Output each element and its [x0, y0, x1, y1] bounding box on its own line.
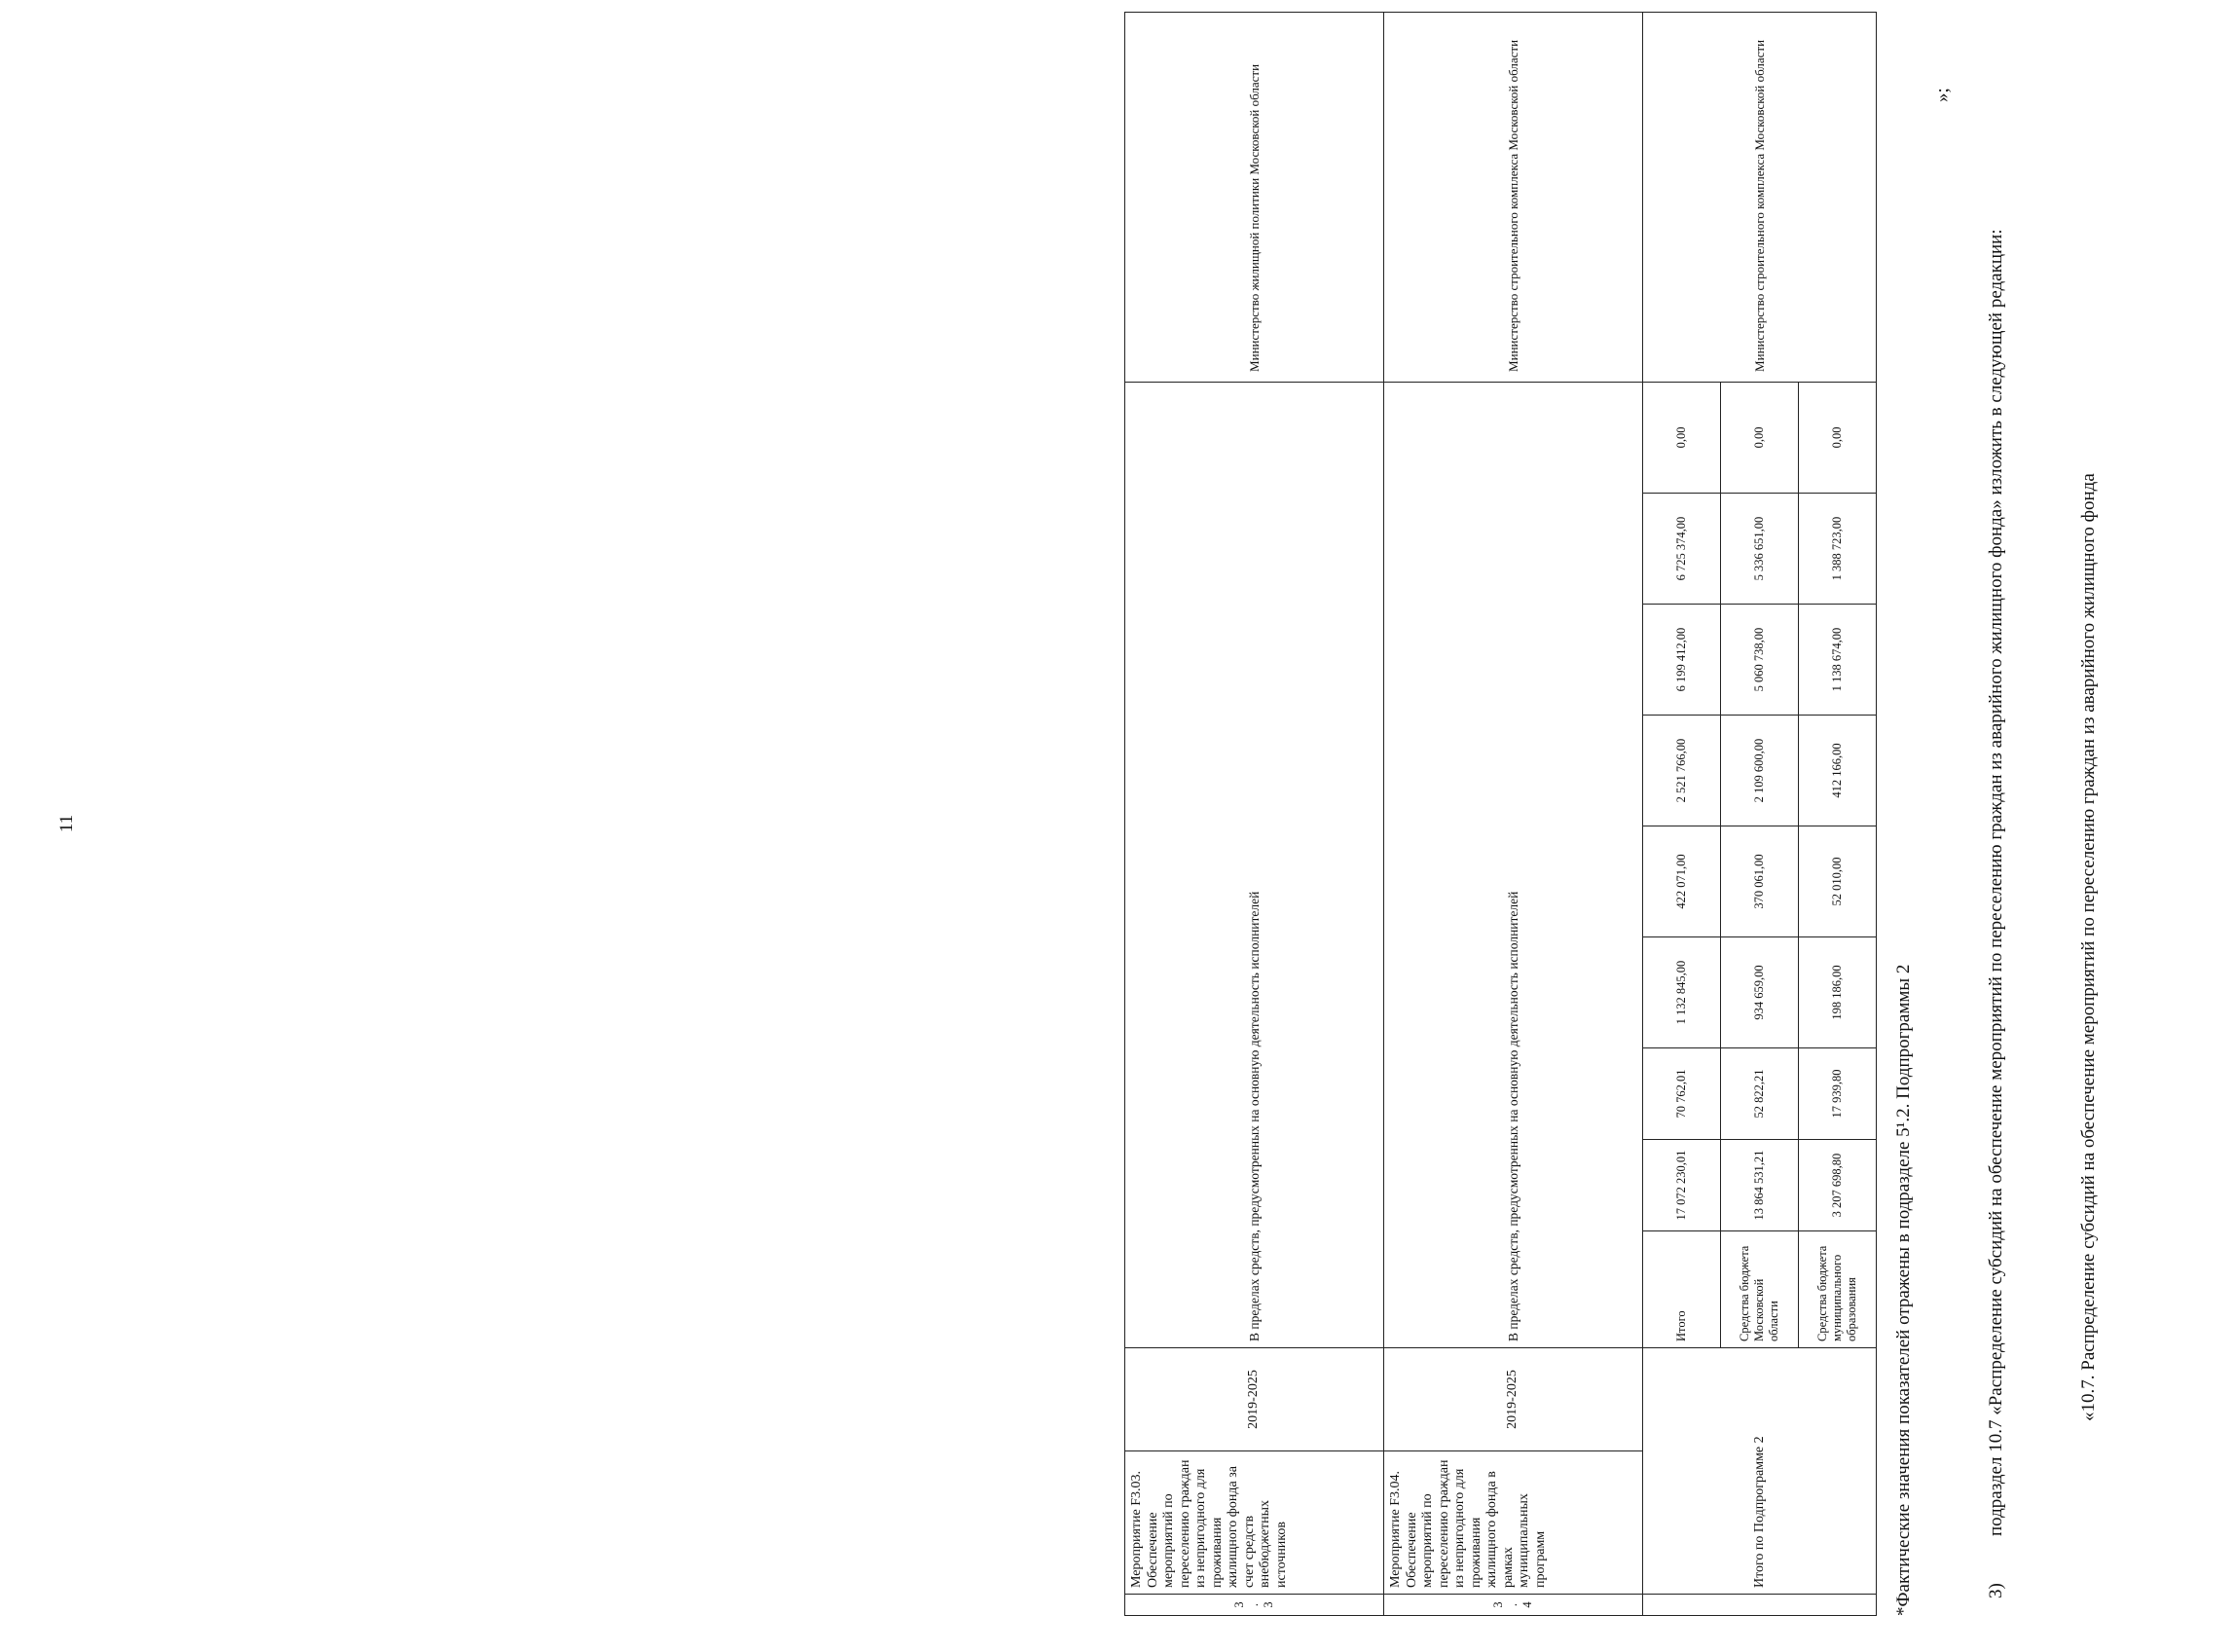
value-cell: 5 060 738,00 — [1721, 605, 1799, 716]
table-row — [1384, 12, 1643, 1615]
measure-name: Мероприятие F3.03. Обеспечение мероприятий по переселению граждан из непригодного для проживания жилищного фонда за счет средств внебюджетных источников — [1125, 1451, 1384, 1595]
program-table — [1124, 39, 1877, 1616]
value-cell: 17 072 230,01 — [1643, 1140, 1721, 1231]
total-label: Итого по Подпрограмме 2 — [1643, 1348, 1877, 1595]
value-cell: 3 207 698,80 — [1799, 1140, 1877, 1231]
value-cell: 370 061,00 — [1721, 826, 1799, 937]
value-cell: 1 132 845,00 — [1643, 937, 1721, 1048]
value-cell: 17 939,80 — [1799, 1048, 1877, 1140]
value-cell: 1 388 723,00 — [1799, 494, 1877, 605]
table-row — [1125, 12, 1384, 1615]
total-executor: Министерство строительного комплекса Московской области — [1643, 12, 1877, 382]
table-row — [1643, 12, 1721, 1615]
value-cell: 0,00 — [1643, 382, 1721, 493]
total-number-cell — [1643, 1595, 1877, 1616]
row-number: 3.3 — [1125, 1595, 1384, 1616]
page-number: 11 — [56, 814, 78, 833]
closing-quote-mark: »; — [1932, 88, 1953, 102]
value-cell: 52 822,21 — [1721, 1048, 1799, 1140]
value-cell: 422 071,00 — [1643, 826, 1721, 937]
source-label: Средства бюджета Московской области — [1721, 1231, 1799, 1348]
value-cell: 0,00 — [1799, 382, 1877, 493]
row-number: 3.4 — [1384, 1595, 1643, 1616]
period-cell: 2019-2025 — [1384, 1348, 1643, 1451]
funding-note: В пределах средств, предусмотренных на основную деятельность исполнителей — [1125, 382, 1384, 1347]
value-cell: 5 336 651,00 — [1721, 494, 1799, 605]
value-cell: 2 521 766,00 — [1643, 716, 1721, 826]
executor-cell: Министерство жилищной политики Московской области — [1125, 12, 1384, 382]
value-cell: 52 010,00 — [1799, 826, 1877, 937]
rotated-content — [1124, 39, 2234, 1616]
source-label: Средства бюджета муниципального образования — [1799, 1231, 1877, 1348]
value-cell: 13 864 531,21 — [1721, 1140, 1799, 1231]
executor-cell: Министерство строительного комплекса Московской области — [1384, 12, 1643, 382]
value-cell: 1 138 674,00 — [1799, 605, 1877, 716]
value-cell: 198 186,00 — [1799, 937, 1877, 1048]
funding-note: В пределах средств, предусмотренных на основную деятельность исполнителей — [1384, 382, 1643, 1347]
footnote: *Фактические значения показателей отражены в подразделе 5¹.2. Подпрограммы 2 — [1893, 964, 1914, 1616]
amendment-paragraph — [1983, 58, 2011, 1616]
value-cell: 6 199 412,00 — [1643, 605, 1721, 716]
section-heading: «10.7. Распределение субсидий на обеспечение мероприятий по переселению граждан из аварийного жилищного фонда — [2078, 473, 2099, 1421]
paragraph-text: подраздел 10.7 «Распределение субсидий на обеспечение мероприятий по переселению граждан из аварийного жилищного фонда» изложить в следующей редакции: — [1986, 229, 2006, 1536]
period-cell: 2019-2025 — [1125, 1348, 1384, 1451]
source-label: Итого — [1643, 1231, 1721, 1348]
value-cell: 934 659,00 — [1721, 937, 1799, 1048]
value-cell: 6 725 374,00 — [1643, 494, 1721, 605]
paragraph-number: 3) — [1986, 1583, 2006, 1598]
measure-name: Мероприятие F3.04. Обеспечение мероприятий по переселению граждан из непригодного для проживания жилищного фонда в рамках муниципальных программ — [1384, 1451, 1643, 1595]
value-cell: 2 109 600,00 — [1721, 716, 1799, 826]
value-cell: 412 166,00 — [1799, 716, 1877, 826]
value-cell: 70 762,01 — [1643, 1048, 1721, 1140]
value-cell: 0,00 — [1721, 382, 1799, 493]
